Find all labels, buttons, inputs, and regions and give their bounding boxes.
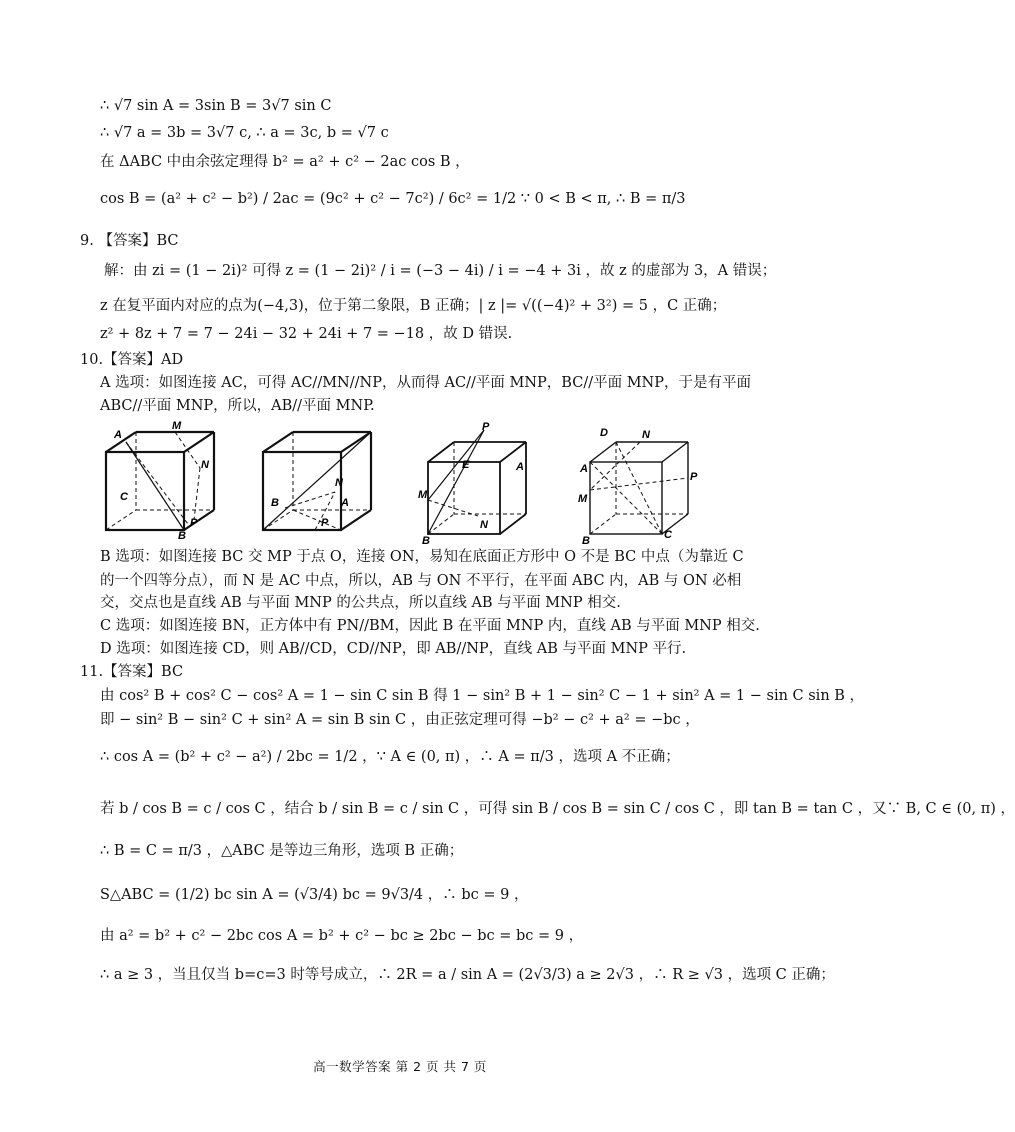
text-line: A 选项：如图连接 AC，可得 AC//MN//NP，从而得 AC//平面 MNP，BC//平面 MNP，于是有平面 <box>100 375 751 391</box>
text-line: 的一个四等分点），而 N 是 AC 中点，所以，AB 与 ON 不平行，在平面 ABC 内，AB 与 ON 必相 <box>100 573 742 589</box>
cube-diagram <box>578 420 708 547</box>
fig-label: C <box>120 491 128 503</box>
cube-figure-4 <box>578 420 708 547</box>
fig-label: D <box>600 427 608 439</box>
text-line: C 选项：如图连接 BN，正方体中有 PN//BM，因此 B 在平面 MNP 内，直线 AB 与平面 MNP 相交. <box>100 618 760 634</box>
formula-line: cos B = (a² + c² − b²) / 2ac = (9c² + c² − 7c²) / 6c² = 1/2 ∵ 0 < B < π, ∴ B = π/3 <box>100 191 686 207</box>
text-line: ∴ √7 a = 3b = 3√7 c, ∴ a = 3c, b = √7 c <box>100 125 389 141</box>
fig-label: C <box>664 529 672 541</box>
cube-diagram <box>255 420 385 540</box>
answer-heading-9: 9. 【答案】BC <box>80 233 179 249</box>
answer-heading-11: 11.【答案】BC <box>80 664 184 680</box>
fig-label: P <box>690 471 698 483</box>
fig-label: P <box>190 517 198 529</box>
fig-label: N <box>642 429 650 441</box>
text-line: 在 ΔABC 中由余弦定理得 b² = a² + c² − 2ac cos B ， <box>100 154 470 170</box>
fig-label: N <box>201 459 209 471</box>
fig-label: B <box>422 535 430 547</box>
text-line: ∴ √7 sin A = 3sin B = 3√7 sin C <box>100 98 332 114</box>
formula-line: S△ABC = (1/2) bc sin A = (√3/4) bc = 9√3/4 ，∴ bc = 9 ， <box>100 887 529 903</box>
fig-label: P <box>321 517 329 529</box>
fig-label: B <box>178 530 186 542</box>
formula-line: ∴ cos A = (b² + c² − a²) / 2bc = 1/2 ，∵ A ∈ (0, π) ，∴ A = π/3 ，选项 A 不正确； <box>100 749 680 765</box>
fig-label: A <box>341 497 349 509</box>
formula-line: ∴ a ≥ 3 ，当且仅当 b=c=3 时等号成立，∴ 2R = a / sin A = (2√3/3) a ≥ 2√3 ，∴ R ≥ √3 ，选项 C 正确； <box>100 967 835 983</box>
page-footer: 高一数学答案 第 2 页 共 7 页 <box>313 1059 487 1074</box>
fig-label: M <box>578 493 588 505</box>
cube-diagram <box>100 420 230 540</box>
fig-label: A <box>516 461 524 473</box>
cube-figure-3 <box>418 420 548 547</box>
text-line: 由 cos² B + cos² C − cos² A = 1 − sin C sin B 得 1 − sin² B + 1 − sin² C − 1 + sin² A = 1 − sin C sin B ， <box>100 688 865 704</box>
fig-label: B <box>271 497 279 509</box>
text-line: ABC//平面 MNP，所以，AB//平面 MNP. <box>100 398 375 414</box>
fig-label: A <box>580 463 588 475</box>
text-line: 交，交点也是直线 AB 与平面 MNP 的公共点，所以直线 AB 与平面 MNP 相交. <box>100 595 621 611</box>
cube-figure-2 <box>255 420 385 544</box>
text-line: 即 − sin² B − sin² C + sin² A = sin B sin C ，由正弦定理可得 −b² − c² + a² = −bc ， <box>100 712 700 728</box>
text-line: 由 a² = b² + c² − 2bc cos A = b² + c² − bc ≥ 2bc − bc = bc = 9 ， <box>100 928 584 944</box>
fig-label: A <box>114 429 122 441</box>
fig-label: N <box>335 477 343 489</box>
text-line: D 选项：如图连接 CD，则 AB//CD，CD//NP，即 AB//NP，直线 AB 与平面 MNP 平行. <box>100 641 687 657</box>
fig-label: P <box>482 421 490 433</box>
fig-label: E <box>462 459 470 471</box>
fig-label: N <box>480 519 488 531</box>
answer-heading-10: 10.【答案】AD <box>80 352 184 368</box>
cube-figure-1 <box>100 420 230 544</box>
text-line: z 在复平面内对应的点为(−4,3)，位于第二象限，B 正确；| z |= √((−4)² + 3²) = 5 ，C 正确； <box>100 298 727 314</box>
fig-label: M <box>418 489 428 501</box>
cube-figures <box>100 420 720 547</box>
fig-label: B <box>582 535 590 547</box>
fig-label: M <box>172 420 182 432</box>
text-line: B 选项：如图连接 BC 交 MP 于点 O，连接 ON，易知在底面正方形中 O 不是 BC 中点（为靠近 C <box>100 549 744 565</box>
formula-line: 若 b / cos B = c / cos C ，结合 b / sin B = c / sin C ，可得 sin B / cos B = sin C / cos C ，即 tan B = tan C ，又∵ B, C ∈ (0, π) ， <box>100 801 1015 817</box>
text-line: 解：由 zi = (1 − 2i)² 可得 z = (1 − 2i)² / i = (−3 − 4i) / i = −4 + 3i ，故 z 的虚部为 3，A 错误； <box>104 263 777 279</box>
text-line: ∴ B = C = π/3 ，△ABC 是等边三角形，选项 B 正确； <box>100 843 464 859</box>
text-line: z² + 8z + 7 = 7 − 24i − 32 + 24i + 7 = −18 ，故 D 错误. <box>100 326 513 342</box>
cube-diagram <box>418 420 548 547</box>
